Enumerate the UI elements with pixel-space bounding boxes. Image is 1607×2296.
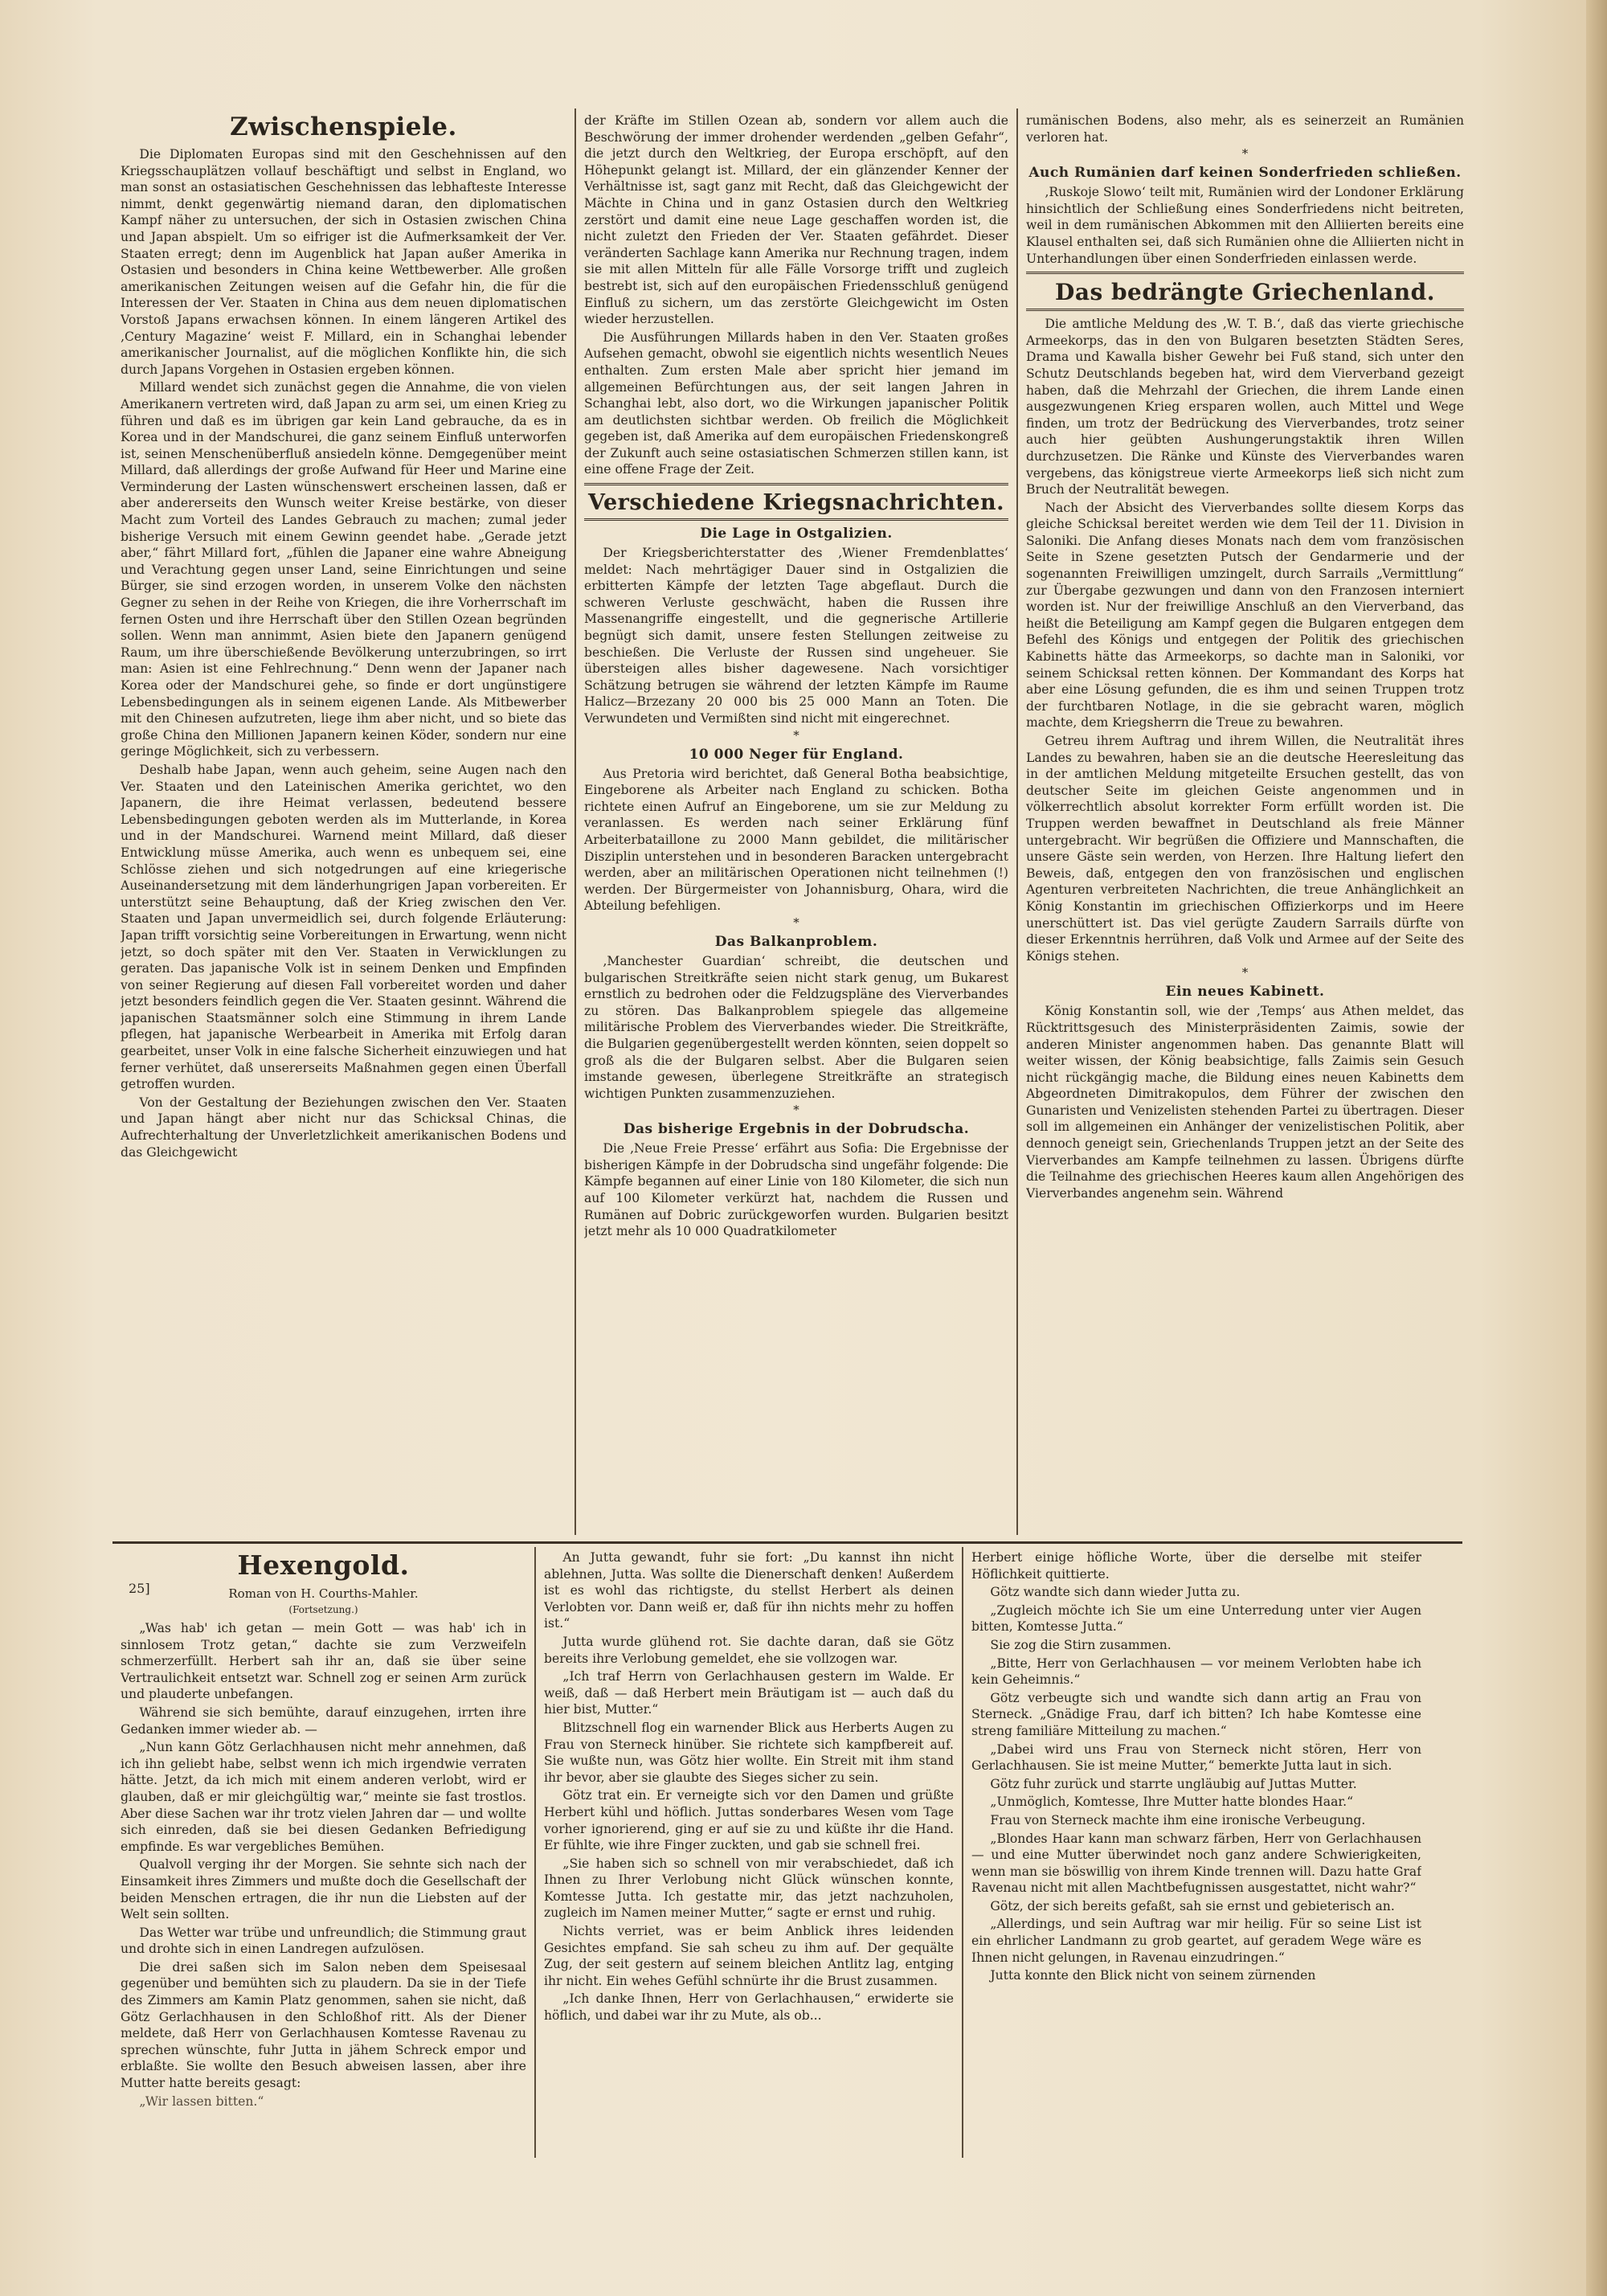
paragraph: rumänischen Bodens, also mehr, als es seinerzeit an Rumänien verloren hat.	[1026, 113, 1464, 145]
paragraph: An Jutta gewandt, fuhr sie fort: „Du kannst ihn nicht ablehnen, Jutta. Was sollte die Dienerschaft denken! Außerdem ist es wohl das richtigste, du stellst Herbert als deinen Verlobten vor. Dann weiß er, daß für ihn nichts mehr zu hoffen ist.“	[544, 1550, 954, 1631]
subheading-dobrudscha: Das bisherige Ergebnis in der Dobrudscha.	[623, 1121, 970, 1138]
paragraph: „Bitte, Herr von Gerlachhausen — vor meinem Verlobten habe ich kein Geheimnis.“	[971, 1655, 1421, 1688]
paragraph: Der Kriegsberichterstatter des ‚Wiener Fremdenblattes‘ meldet: Nach mehrtägiger Dauer sind in Ostgalizien die erbitterten Kämpfe der letzten Tage abgeflaut. Durch die schweren Verluste geschwächt, haben die Russen ihre Massenangriffe eingestellt, und die gegnerische Artillerie begnügt sich damit, unsere festen Stellungen zeitweise zu beschießen. Die Verluste der Russen sind ungeheuer. Sie übersteigen alles bisher dagewesene. Nach vorsichtiger Schätzung betrugen sie während der letzten Kämpfe im Raume Halicz—Brzezany 20 000 bis 25 000 Mann an Toten. Die Verwundeten und Vermißten sind nicht mit eingerechnet.	[584, 546, 1008, 726]
paragraph: Von der Gestaltung der Beziehungen zwischen den Ver. Staaten und Japan hängt aber nicht nur das Schicksal Chinas, die Aufrechterhaltung der Unverletzlichkeit amerikanischen Bodens und das Gleichgewicht	[121, 1095, 566, 1160]
column-3	[1026, 113, 1464, 1535]
installment-number: 25]	[129, 1581, 150, 1596]
column-rule-4	[962, 1547, 963, 2158]
paragraph: Götz verbeugte sich und wandte sich dann artig an Frau von Sterneck. „Gnädige Frau, darf ich bitten? Ich habe Komtesse eine streng familiäre Mitteilung zu machen.“	[971, 1690, 1421, 1738]
feuilleton-divider	[112, 1541, 1462, 1544]
paragraph: „Sie haben sich so schnell von mir verabschiedet, daß ich Ihnen zu Ihrer Verlobung nicht Glück wünschen konnte, Komtesse Jutta. Ich gestatte mir, das jetzt nachzuholen, zugleich im Namen meiner Mutter,“ sagte er ernst und ruhig.	[544, 1856, 954, 1921]
paragraph: Herbert einige höfliche Worte, über die derselbe mit steifer Höflichkeit quittierte.	[971, 1550, 1421, 1582]
paragraph: Götz trat ein. Er verneigte sich vor den Damen und grüßte Herbert kühl und höflich. Juttas sonderbares Wesen vom Tage vorher ignorierend, ging er auf sie zu und küßte ihr die Hand. Er fühlte, wie ihre Finger zuckten, und gab sie schnell frei.	[544, 1788, 954, 1853]
paragraph: Jutta wurde glühend rot. Sie dachte daran, daß sie Götz bereits ihre Verlobung gemeldet, ehe sie vollzogen war.	[544, 1634, 954, 1666]
paragraph: Götz, der sich bereits gefaßt, sah sie ernst und gebieterisch an.	[990, 1898, 1395, 1913]
paragraph: „Unmöglich, Komtesse, Ihre Mutter hatte blondes Haar.“	[990, 1795, 1354, 1810]
paragraph: Götz wandte sich dann wieder Jutta zu.	[990, 1585, 1241, 1600]
article-title-zwischenspiele: Zwischenspiele.	[230, 113, 457, 141]
separator-star: *	[793, 1103, 799, 1118]
paragraph: Die ‚Neue Freie Presse‘ erfährt aus Sofia: Die Ergebnisse der bisherigen Kämpfe in der Dobrudscha sind ungefähr folgende: Die Kämpfe begannen auf einer Linie von 180 Kilometer, die sich nun auf 100 Kilometer verkürzt hat, nachdem die Russen und Rumänen auf Dobric zurückgeworfen wurden. Bulgarien besitzt jetzt mehr als 10 000 Quadratkilometer	[584, 1141, 1008, 1239]
paragraph: Blitzschnell flog ein warnender Blick aus Herberts Augen zu Frau von Sterneck hinüber. Sie richtete sich kampfbereit auf. Sie wußte nun, was Götz hier wollte. Ein Streit mit ihm stand ihr bevor, aber sie glaubte des Sieges sicher zu sein.	[544, 1720, 954, 1785]
paragraph: Sie zog die Stirn zusammen.	[990, 1637, 1172, 1652]
paragraph: Götz fuhr zurück und starrte ungläubig auf Juttas Mutter.	[990, 1776, 1357, 1791]
page-edge	[1586, 0, 1607, 2296]
novel-column-b	[544, 1549, 954, 2160]
paragraph: ‚Ruskoje Slowo‘ teilt mit, Rumänien wird der Londoner Erklärung hinsichtlich der Schließung eines Sonderfriedens nicht beitreten, weil in dem rumänischen Abkommen mit den Alliierten bereits eine Klausel enthalten sei, daß sich Rumänien ohne die Alliierten nicht in Unterhandlungen über einen Sonderfrieden einlassen werde.	[1026, 185, 1464, 266]
paragraph: Aus Pretoria wird berichtet, daß General Botha beabsichtige, Eingeborene als Arbeiter nach England zu schicken. Botha richtete einen Aufruf an Eingeborene, um sie zur Meldung zu veranlassen. Es werden nach seiner Erklärung fünf Arbeiterbataillone zu 2000 Mann gebildet, die militärischer Disziplin unterstehen und in besonderen Baracken untergebracht werden, aber an militärischen Operationen nicht teilnehmen (!) werden. Der Bürgermeister von Johannisburg, Ohara, wird die Abteilung befehligen.	[584, 766, 1008, 914]
column-rule-3	[534, 1547, 536, 2158]
separator-star: *	[793, 915, 799, 930]
paragraph: Frau von Sterneck machte ihm eine ironische Verbeugung.	[990, 1812, 1366, 1827]
novel-column-a	[121, 1549, 526, 2160]
separator-star: *	[793, 727, 799, 743]
paragraph: „Allerdings, und sein Auftrag war mir heilig. Für so seine List ist ein ehrlicher Landmann zu grob geartet, auf geradem Wege wäre es Ihnen nicht gelungen, in Ravenau einzudringen.“	[971, 1917, 1421, 1965]
paragraph: der Kräfte im Stillen Ozean ab, sondern vor allem auch die Beschwörung der immer drohender werdenden „gelben Gefahr“, die jetzt durch den Weltkrieg, der Europa erschöpft, auf den Höhepunkt gelangt ist. Millard, der ein glänzender Kenner der Verhältnisse ist, sagt ganz mit Recht, daß das Gleichgewicht der Mächte in China und in ganz Ostasien durch den Weltkrieg zerstört und damit eine neue Lage geschaffen worden ist, die nicht zuletzt den Frieden der Ver. Staaten gefährdet. Dieser veränderten Sachlage kann Amerika nur Rechnung tragen, indem sie mit allen Mitteln für alle Fälle Vorsorge trifft und zugleich bestrebt ist, sich auf den europäischen Friedensschluß genügend Einfluß zu sichern, um das zerstörte Gleichgewicht im Osten wieder herzustellen.	[584, 113, 1008, 327]
paragraph: Deshalb habe Japan, wenn auch geheim, seine Augen nach den Ver. Staaten und den Lateinischen Amerika gerichtet, wo den Japanern, die ihre Heimat verlassen, bedeutend bessere Lebensbedingungen geboten werden als im Mutterlande, in Korea und in der Mandschurei. Warnend meint Millard, daß dieser Entwicklung müsse Amerika, auch wenn es unbequem sei, eine Schlösse ziehen und sich notgedrungen auf eine kriegerische Auseinandersetzung mit dem länderhungrigen Japan vorbereiten. Er unterstützt seine Behauptung, daß der Krieg zwischen den Ver. Staaten und Japan unvermeidlich sei, durch folgende Erläuterung: Japan trifft vorsichtig seine Vorbereitungen in Erwartung, wenn nicht jetzt, so doch später mit den Ver. Staaten in Verwicklungen zu geraten. Das japanische Volk ist in seinem Denken und Empfinden von seiner Regierung auf diesen Fall vorbereitet worden und daher jetzt besonders feindlich gegen die Ver. Staaten gesinnt. Während die japanischen Staatsmänner solch eine Stimmung in ihrem Lande pflegen, hat japanische Werbearbeit in Amerika mit Erfolg daran gearbeitet, unser Volk in eine falsche Sicherheit einzuwiegen und hat ferner verhütet, daß unsererseits Maßnahmen gegen einen Überfall getroffen wurden.	[121, 762, 566, 1092]
section-header-box	[1026, 272, 1464, 311]
paragraph: „Nun kann Götz Gerlachhausen nicht mehr annehmen, daß ich ihn geliebt habe, selbst wenn ich mich irgendwie verraten hätte. Jetzt, da ich mich mit einem anderen verlobt, wird er glauben, daß er mir gleichgültig war,“ meinte sie fast trostlos. Aber diese Sachen war ihr trotz vielen Jahren dar — und wollte sich einreden, daß sie bei diesen Gedanken Befriedigung empfinde. Es war vergebliches Bemühen.	[121, 1740, 526, 1854]
article-title-griechenland: Das bedrängte Griechenland.	[1055, 279, 1435, 306]
column-rule-1	[575, 108, 576, 1535]
paragraph: Getreu ihrem Auftrag und ihrem Willen, die Neutralität ihres Landes zu bewahren, haben sie an die deutsche Heeresleitung das in der amtlichen Meldung mitgeteilte Ersuchen gestellt, das von deutscher Seite im gleichen Geiste angenommen und in völkerrechtlich absolut korrekter Form erfüllt worden ist. Die Truppen werden bewaffnet in Deutschland als freie Männer untergebracht. Wir begrüßen die Offiziere und Mannschaften, die unsere Gäste sein werden, von Herzen. Ihre Haltung liefert den Beweis, daß, entgegen den von französischen und englischen Agenturen verbreiteten Nachrichten, die treue Anhänglichkeit an König Konstantin im griechischen Offizierkorps und im Heere unerschüttert ist. Das viel gerügte Zaudern Sarrails dürfte von dieser Erkenntnis herrühren, daß Volk und Armee auf der Seite des Königs stehen.	[1026, 734, 1464, 964]
section-header-box	[584, 483, 1008, 521]
paragraph: „Ich traf Herrn von Gerlachhausen gestern im Walde. Er weiß, daß — daß Herbert mein Bräutigam ist — auch daß du hier bist, Mutter.“	[544, 1669, 954, 1717]
separator-star: *	[1241, 965, 1249, 980]
paragraph: Während sie sich bemühte, darauf einzugehen, irrten ihre Gedanken immer wieder ab. —	[121, 1705, 526, 1737]
paragraph: König Konstantin soll, wie der ‚Temps‘ aus Athen meldet, das Rücktrittsgesuch des Ministerpräsidenten Zaimis, sowie der anderen Minister angenommen haben. Das genannte Blatt will weiter wissen, der König beabsichtige, falls Zaimis sein Gesuch nicht rückgängig mache, die Bildung eines neuen Kabinetts dem Abgeordneten Dimitrakopulos, dem Führer der zwischen den Gunaristen und Venizelisten stehenden Partei zu übertragen. Dieser soll im allgemeinen ein Anhänger der venizelistischen Politik, aber dennoch geneigt sein, Griechenlands Truppen jetzt an der Seite des Vierverbandes am Kampfe teilnehmen zu lassen. Übrigens dürfte die Teilnahme des griechischen Heeres kaum allen Angehörigen des Vierverbandes angenehm sein. Während	[1026, 1004, 1464, 1201]
subheading-rumaenien-sonderfrieden: Auch Rumänien darf keinen Sonderfrieden schließen.	[1028, 165, 1462, 182]
column-1	[121, 113, 566, 1535]
subheading-balkanproblem: Das Balkanproblem.	[714, 933, 878, 950]
column-2	[584, 113, 1008, 1535]
paragraph: Die amtliche Meldung des ‚W. T. B.‘, daß das vierte griechische Armeekorps, das in den von Bulgaren besetzten Städten Seres, Drama und Kawalla bisher Gewehr bei Fuß stand, sich unter den Schutz Deutschlands begeben hat, wird dem Vierverband gezeigt haben, daß die Mehrzahl der Griechen, die ihrem Lande einen ausgezwungenen Krieg ersparen wollen, auch Mittel und Wege finden, um trotz der Bedrückung des Vierverbandes, trotz seiner auch hier geübten Aushungerungstaktik ihren Willen durchzusetzen. Die Ränke und Künste des Vierverbandes waren vergebens, das königstreue vierte Armeekorps ließ sich nicht zum Bruch der Neutralität bewegen.	[1026, 317, 1464, 497]
paragraph: „Wir lassen bitten.“	[139, 2093, 264, 2109]
novel-column-c	[971, 1549, 1421, 2160]
paragraph: Das Wetter war trübe und unfreundlich; die Stimmung graut und drohte sich in einen Landregen aufzulösen.	[121, 1925, 526, 1957]
subheading-neger-england: 10 000 Neger für England.	[689, 746, 904, 763]
novel-author: Roman von H. Courths-Mahler.	[228, 1586, 419, 1601]
novel-continued: (Fortsetzung.)	[288, 1604, 358, 1615]
section-title-kriegsnachrichten: Verschiedene Kriegsnachrichten.	[588, 490, 1004, 516]
paragraph: Jutta konnte den Blick nicht von seinem zürnenden	[990, 1968, 1316, 1983]
paragraph: „Blondes Haar kann man schwarz färben, Herr von Gerlachhausen — und eine Mutter überwindet noch ganz andere Schwierigkeiten, wenn man sie böswillig von ihrem Kinde trennen will. Dazu hatte Graf Ravenau nicht mit allen Machtbefugnissen ausgestattet, nicht wahr?“	[971, 1831, 1421, 1896]
paragraph: Qualvoll verging ihr der Morgen. Sie sehnte sich nach der Einsamkeit ihres Zimmers und mußte doch die Gesellschaft der beiden Menschen ertragen, die ihr nun die Liebsten auf der Welt sein sollten.	[121, 1857, 526, 1922]
separator-star: *	[1241, 146, 1249, 162]
paragraph: „Dabei wird uns Frau von Sterneck nicht stören, Herr von Gerlachhausen. Sie ist meine Mutter,“ bemerkte Jutta laut in sich.	[971, 1741, 1421, 1774]
paragraph: „Was hab' ich getan — mein Gott — was hab' ich in sinnlosem Trotz getan,“ dachte sie zum Verzweifeln schmerzerfüllt. Herbert sah ihr an, daß sie über seine Vertraulichkeit entsetzt war. Schnell zog er seinen Arm zurück und plauderte unbefangen.	[121, 1621, 526, 1702]
paragraph: Nach der Absicht des Vierverbandes sollte diesem Korps das gleiche Schicksal bereitet werden wie dem Teil der 11. Division in Saloniki. Die Anfang dieses Monats nach dem vom französischen Seite in Szene gesetzten Putsch der Gendarmerie und der sogenannten Freiwilligen umzingelt, durch Sarrails „Vermittlung“ zur Übergabe gezwungen und dann von den Franzosen interniert worden ist. Nur der freiwillige Anschluß an den Vierverband, das heißt die Beteiligung am Kampf gegen die Bulgaren entgegen dem Befehl des Königs und entgegen der Politik des griechischen Kabinetts hätte das Armeekorps, so dachte man in Saloniki, vor seinem Schicksal retten können. Der Kommandant des Korps hat aber eine Lösung gefunden, die es ihm und seinen Truppen trotz der furchtbaren Notlage, in die sie gebracht waren, möglich machte, dem Kriegsherrn die Treue zu bewahren.	[1026, 500, 1464, 731]
paragraph: Nichts verriet, was er beim Anblick ihres leidenden Gesichtes empfand. Sie sah scheu zu ihm auf. Der gequälte Zug, der seit gestern auf seinem bleichen Antlitz lag, entging ihr nicht. Ein wehes Gefühl schnürte ihr die Brust zusammen.	[544, 1924, 954, 1988]
paragraph: Die drei saßen sich im Salon neben dem Speisesaal gegenüber und bemühten sich zu plaudern. Da sie in der Tiefe des Zimmers am Kamin Platz genommen, sahen sie nicht, daß Götz Gerlachhausen in den Schloßhof ritt. Als der Diener meldete, daß Herr von Gerlachhausen Komtesse Ravenau zu sprechen wünschte, fuhr Jutta in jähem Schreck empor und erblaßte. Sie wollte den Besuch abweisen lassen, aber ihre Mutter hatte bereits gesagt:	[121, 1959, 526, 2091]
subheading-ostgalizien: Die Lage in Ostgalizien.	[700, 526, 893, 542]
novel-title: Hexengold.	[237, 1549, 410, 1581]
column-rule-2	[1016, 108, 1018, 1535]
paragraph: Die Ausführungen Millards haben in den Ver. Staaten großes Aufsehen gemacht, obwohl sie eigentlich nichts wesentlich Neues enthalten. Zum ersten Male aber spricht hier jemand im allgemeinen Befürchtungen aus, der seit langen Jahren in Schanghai lebt, also dort, wo die Wirkungen japanischer Politik am deutlichsten sichtbar werden. Ob freilich die Möglichkeit gegeben ist, daß Amerika auf dem europäischen Friedenskongreß der Zukunft auch seine ostasiatischen Schmerzen stillen kann, ist eine offene Frage der Zeit.	[584, 329, 1008, 477]
paragraph: Millard wendet sich zunächst gegen die Annahme, die von vielen Amerikanern vertreten wird, daß Japan zu arm sei, um einen Krieg zu führen und daß es im übrigen gar kein Land gebrauche, da es in Korea und in der Mandschurei, die ganz seinem Einfluß unterworfen ist, seinen Menschenüberfluß ansiedeln könne. Demgegenüber meint Millard, daß allerdings der große Aufwand für Heer und Marine eine Verminderung der Lasten wünschenswert erscheinen lassen, daß er aber andererseits den Wunsch weiter Kreise bestärke, von dieser Macht zum Vorteil des Landes Gebrauch zu machen; zumal jeder bisherige Versuch mit einem Gewinn geendet habe. „Gerade jetzt aber,“ fährt Millard fort, „fühlen die Japaner eine wahre Abneigung und Verachtung gegen unser Land, seine Einrichtungen und seine Bürger, sie sind erzogen worden, in unserem Volke den nächsten Gegner zu sehen in der Reihe von Kriegen, die ihre Vorherrschaft im fernen Osten und ihre Herrschaft über den Stillen Ozean begründen sollen. Wenn man annimmt, Asien biete den Japanern genügend Raum, um ihre überschießende Bevölkerung unterzubringen, so irrt man: Asien ist eine Fehlrechnung.“ Denn wenn der Japaner nach Korea oder der Mandschurei gehe, so finde er dort ungünstigere Lebensbedingungen als in seinem eigenen Lande. Als Mitbewerber mit den Chinesen aufzutreten, liege ihm aber nicht, und so biete das große China den Millionen Japanern keinen Köder, sondern nur eine geringe Möglichkeit, sich zu verbessern.	[121, 380, 566, 759]
paragraph: Die Diplomaten Europas sind mit den Geschehnissen auf den Kriegsschauplätzen vollauf beschäftigt und selbst in England, wo man sonst an ostasiatischen Geschehnissen das lebhafteste Interesse nimmt, denkt gegenwärtig niemand daran, den diplomatischen Kampf näher zu untersuchen, der sich in Ostasien zwischen China und Japan abspielt. Um so eifriger ist die Aufmerksamkeit der Ver. Staaten erregt; denn im Augenblick hat Japan außer Amerika in Ostasien und besonders in China keine Wettbewerber. Alle großen amerikanischen Zeitungen weisen auf die Gefahr hin, die für die Interessen der Ver. Staaten in China aus dem neuen diplomatischen Vorstoß Japans erwachsen können. In einem längeren Artikel des ‚Century Magazine‘ weist F. Millard, ein in Schanghai lebender amerikanischer Journalist, auf die möglichen Konflikte hin, die sich durch Japans Vorgehen in Ostasien ergeben können.	[121, 147, 566, 377]
paragraph: ‚Manchester Guardian‘ schreibt, die deutschen und bulgarischen Streitkräfte seien nicht stark genug, um Bukarest ernstlich zu bedrohen oder die Feldzugspläne des Vierverbandes zu stören. Das Balkanproblem spiegele das allgemeine militärische Problem des Vierverbandes wieder. Die Streitkräfte, die Bulgarien gegenübergestellt werden könnten, seien doppelt so groß als die der Bulgaren selbst. Aber die Bulgaren seien imstande gewesen, überlegene Streitkräfte an strategisch wichtigen Punkten zusammenzuziehen.	[584, 953, 1008, 1101]
subheading-neues-kabinett: Ein neues Kabinett.	[1165, 984, 1325, 1001]
paragraph: „Ich danke Ihnen, Herr von Gerlachhausen,“ erwiderte sie höflich, und dabei war ihr zu Mute, als ob...	[544, 1991, 954, 2024]
paragraph: „Zugleich möchte ich Sie um eine Unterredung unter vier Augen bitten, Komtesse Jutta.“	[971, 1602, 1421, 1635]
